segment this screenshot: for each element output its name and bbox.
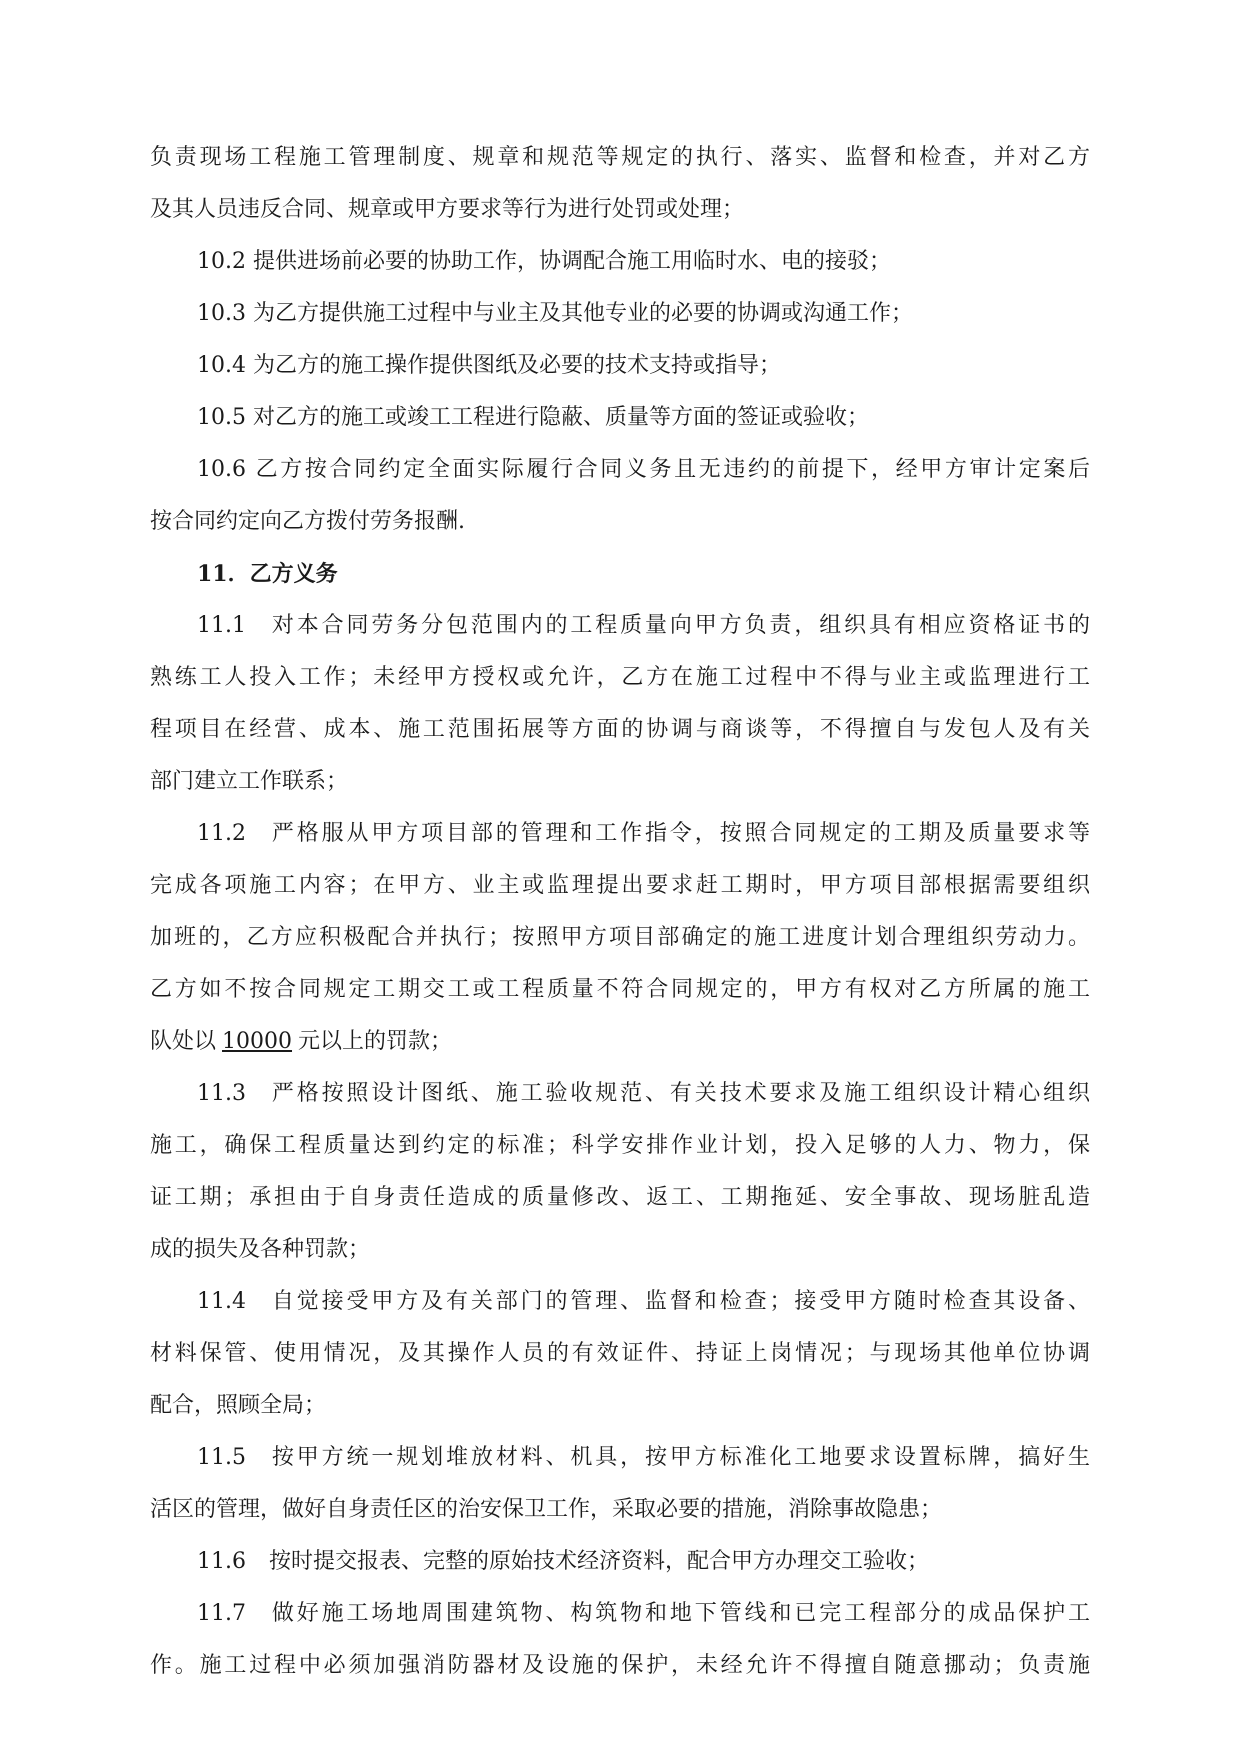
clause-10-6 [150,444,1090,548]
text-line: 10.5 对乙方的施工或竣工工程进行隐蔽、质量等方面的签证或验收； [197,405,869,430]
text-line: 按合同约定向乙方拨付劳务报酬. [150,509,465,534]
text-line: 负责现场工程施工管理制度、规章和规范等规定的执行、落实、监督和检查，并对乙方 [150,145,1090,170]
clause-11-7 [150,1588,1090,1692]
clause-number: 11.3 [197,1081,246,1106]
clause-11-1 [150,600,1090,808]
text-line: 10.3 为乙方提供施工过程中与业主及其他专业的必要的协调或沟通工作； [197,301,913,326]
paragraph-continuation [150,132,1090,236]
text-line: 10.6 乙方按合同约定全面实际履行合同义务且无违约的前提下，经甲方审计定案后 [197,457,1090,482]
section-title: 11．乙方义务 [197,561,338,587]
text-line: 10.2 提供进场前必要的协助工作，协调配合施工用临时水、电的接驳； [197,249,891,274]
text-line: 及其人员违反合同、规章或甲方要求等行为进行处罚或处理； [150,197,745,222]
text-line: 施工，确保工程质量达到约定的标准；科学安排作业计划，投入足够的人力、物力，保 [150,1133,1090,1158]
text-line: 活区的管理，做好自身责任区的治安保卫工作，采取必要的措施，消除事故隐患； [150,1497,943,1522]
text-line: 11.5 按甲方统一规划堆放材料、机具，按甲方标准化工地要求设置标牌，搞好生 [150,1432,1090,1484]
text-line: 配合，照顾全局； [150,1393,327,1418]
text-line: 11.6 按时提交报表、完整的原始技术经济资料，配合甲方办理交工验收； [150,1536,1090,1588]
text-line: 材料保管、使用情况，及其操作人员的有效证件、持证上岗情况；与现场其他单位协调 [150,1341,1090,1366]
text-line: 部门建立工作联系； [150,769,349,794]
clause-number: 11.5 [197,1445,246,1470]
clause-11-6 [150,1536,1090,1588]
text-line: 完成各项施工内容；在甲方、业主或监理提出要求赶工期时，甲方项目部根据需要组织 [150,873,1090,898]
text-line: 程项目在经营、成本、施工范围拓展等方面的协调与商谈等，不得擅自与发包人及有关 [150,717,1090,742]
text-line: 10.4 为乙方的施工操作提供图纸及必要的技术支持或指导； [197,353,781,378]
clause-10-5 [150,392,1090,444]
clause-11-5 [150,1432,1090,1536]
section-heading-11 [150,548,1090,600]
clause-10-4 [150,340,1090,392]
fine-amount: 10000 [222,1029,293,1054]
clause-number: 11.6 [197,1549,246,1574]
text-line: 加班的，乙方应积极配合并执行；按照甲方项目部确定的施工进度计划合理组织劳动力。 [150,925,1090,950]
text-line: 作。施工过程中必须加强消防器材及设施的保护，未经允许不得擅自随意挪动；负责施 [150,1653,1090,1678]
clause-number: 11.1 [197,613,246,638]
text-line: 证工期；承担由于自身责任造成的质量修改、返工、工期拖延、安全事故、现场脏乱造 [150,1185,1090,1210]
text-line: 11.2 严格服从甲方项目部的管理和工作指令，按照合同规定的工期及质量要求等 [150,808,1090,860]
text-line: 11.7 做好施工场地周围建筑物、构筑物和地下管线和已完工程部分的成品保护工 [150,1588,1090,1640]
text-line: 11.3 严格按照设计图纸、施工验收规范、有关技术要求及施工组织设计精心组织 [150,1068,1090,1120]
text-line: 队处以 10000 元以上的罚款； [150,1029,453,1054]
text-line: 成的损失及各种罚款； [150,1237,371,1262]
clause-11-3 [150,1068,1090,1276]
clause-10-2 [150,236,1090,288]
clause-number: 11.7 [197,1601,246,1626]
clause-number: 11.4 [197,1289,246,1314]
clause-11-2 [150,808,1090,1068]
text-line: 熟练工人投入工作；未经甲方授权或允许，乙方在施工过程中不得与业主或监理进行工 [150,665,1090,690]
text-line: 11.1 对本合同劳务分包范围内的工程质量向甲方负责，组织具有相应资格证书的 [150,600,1090,652]
clause-number: 11.2 [197,821,246,846]
clause-11-4 [150,1276,1090,1432]
clause-10-3 [150,288,1090,340]
text-line: 乙方如不按合同规定工期交工或工程质量不符合同规定的，甲方有权对乙方所属的施工 [150,977,1090,1002]
text-line: 11.4 自觉接受甲方及有关部门的管理、监督和检查；接受甲方随时检查其设备、 [150,1276,1090,1328]
